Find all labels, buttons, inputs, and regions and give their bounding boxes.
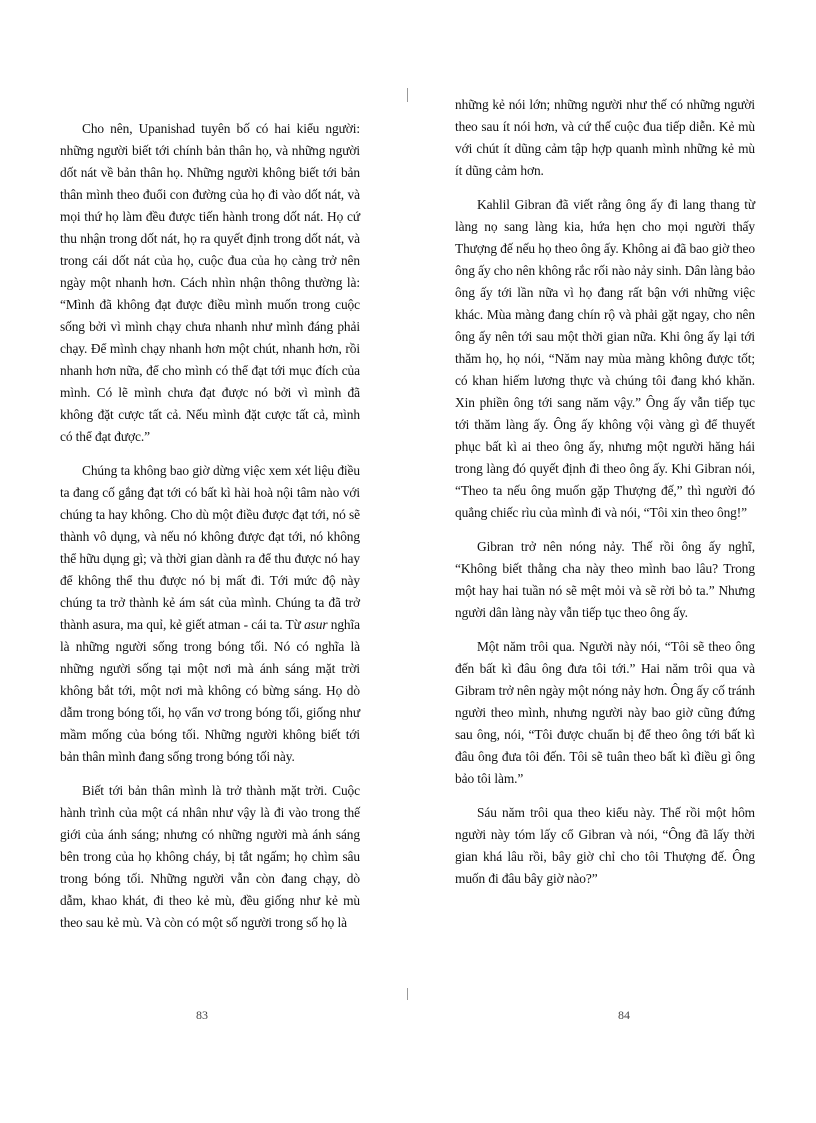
- paragraph: Kahlil Gibran đã viết rằng ông ấy đi lang thang từ làng nọ sang làng kia, hứa hẹn cho mọi người thấy Thượng đế nếu họ theo ông ấy. Không ai đã bao giờ theo ông ấy cho nên không rắc rối nào nảy sinh. Dân làng bảo ông ấy tới lần nữa vì họ đang rất bận với những việc khác. Mùa màng đang chín rộ và phải gặt ngay, cho nên ông ấy nên tới sau một thời gian nữa. Khi ông ấy lại tới thăm họ, họ nói, “Năm nay mùa màng không được tốt; có khan hiếm lương thực và chúng tôi đang khó khăn. Xin phiền ông tới sang năm vậy.” Ông ấy vẫn tiếp tục tới thăm làng ấy. Ông ấy không vội vàng gì để thuyết phục bất kì ai theo ông ấy, nhưng một người hăng hái trong làng đó quyết định đi theo ông ấy. Khi Gibran nói, “Theo ta nếu ông muốn gặp Thượng đế,” thì người đó quẳng chiếc rìu của mình đi và nói, “Tôi xin theo ông!”: [455, 197, 755, 520]
- paragraph: Cho nên, Upanishad tuyên bố có hai kiểu người: những người biết tới chính bản thân họ, và những người dốt nát về bản thân họ. Những người không biết tới bản thân mình theo đuổi con đường của họ đi vào dốt nát, và mọi thứ họ làm đều được tiến hành trong dốt nát. Họ cứ thu nhận trong dốt nát, họ ra quyết định trong dốt nát, và trong cái dốt nát của họ, cuộc đua của họ càng trở nên ngày một nhanh hơn. Cách nhìn nhận thông thường là: “Mình đã không đạt được điều mình muốn trong cuộc sống bởi vì mình chạy chưa nhanh như mình đáng phải chạy. Để mình chạy nhanh hơn một chút, nhanh hơn, rồi nhanh hơn nữa, để cho mình có thể đạt tới mục đích của mình. Có lẽ mình chưa đạt được nó bởi vì mình đã không đặt cược tất cả. Nếu mình đặt cược tất cả, mình có thể đạt được.”: [60, 121, 360, 444]
- paragraph: [60, 460, 360, 768]
- page-number-left: 83: [196, 1008, 208, 1022]
- right-page: [455, 94, 755, 902]
- paragraph: Gibran trở nên nóng nảy. Thế rồi ông ấy nghĩ, “Không biết thằng cha này theo mình bao lâu? Trong một hay hai tuần nó sẽ mệt mỏi và sẽ rời bỏ ta.” Nhưng người dân làng này vẫn tiếp tục theo ông ấy.: [455, 539, 755, 620]
- paragraph: Một năm trôi qua. Người này nói, “Tôi sẽ theo ông đến bất kì đâu ông đưa tôi tới.” Hai năm trôi qua và Gibram trở nên ngày một nóng nảy hơn. Ông ấy cố tránh người theo mình, nhưng người này bao giờ cũng đứng sau ông, nói, “Tôi được chuẩn bị để theo ông tới bất kì đâu ông đưa tôi đến. Tôi sẽ tuân theo bất kì điều gì ông bảo tôi làm.”: [455, 639, 755, 786]
- left-page: [60, 118, 360, 946]
- paragraph: Sáu năm trôi qua theo kiểu này. Thế rồi một hôm người này tóm lấy cổ Gibran và nói, “Ông đã lấy thời gian khá lâu rồi, bây giờ chỉ cho tôi Thượng đế. Ông muốn đi đâu bây giờ nào?”: [455, 805, 755, 886]
- paragraph: những kẻ nói lớn; những người như thế có những người theo sau ít nói hơn, và cứ thế cuộc đua tiếp diễn. Kẻ mù với chút ít dũng cảm tập hợp quanh mình những kẻ mù ít dũng cảm hơn.: [455, 97, 755, 178]
- paragraph-text: Chúng ta không bao giờ dừng việc xem xét liệu điều ta đang cố gắng đạt tới có bất kì hài hoà nội tâm nào với chúng ta hay không. Cho dù một điều được đạt tới, nó sẽ thành vô dụng, và nếu nó không được đạt tới, nó không thể hữu dụng gì; và thời gian dành ra để thu được nó hay để không thể thu được nó bị mất đi. Tới mức độ này chúng ta trở thành kẻ ám sát của mình. Chúng ta đã trở thành asura, ma quỉ, kẻ giết atman - cái ta. Từ: [60, 463, 360, 632]
- gutter-mark-bottom: [407, 988, 408, 1000]
- paragraph: Biết tới bản thân mình là trở thành mặt trời. Cuộc hành trình của một cá nhân như vậy là đi vào trong thế giới của ánh sáng; nhưng có những người mà ánh sáng bên trong của họ không cháy, bị tắt ngấm; họ chìm sâu trong bóng tối. Những người vẫn còn đang chạy, dò dẫm, khao khát, đi theo kẻ mù, đều giống như kẻ mù theo sau kẻ mù. Và còn có một số người trong số họ là: [60, 783, 360, 930]
- page-number-right: 84: [618, 1008, 630, 1022]
- gutter-mark-top: [407, 88, 408, 102]
- paragraph-text: nghĩa là những người sống trong bóng tối. Nó có nghĩa là những người sống tại một nơi mà ánh sáng mặt trời không bắt tới, một nơi mà không có bừng sáng. Họ dò dẫm trong bóng tối, họ vẩn vơ trong bóng tối, giống như mầm mống của bóng tối. Những người không biết tới bản thân mình đang sống trong bóng tối này.: [60, 617, 360, 764]
- italic-word: asur: [304, 617, 328, 632]
